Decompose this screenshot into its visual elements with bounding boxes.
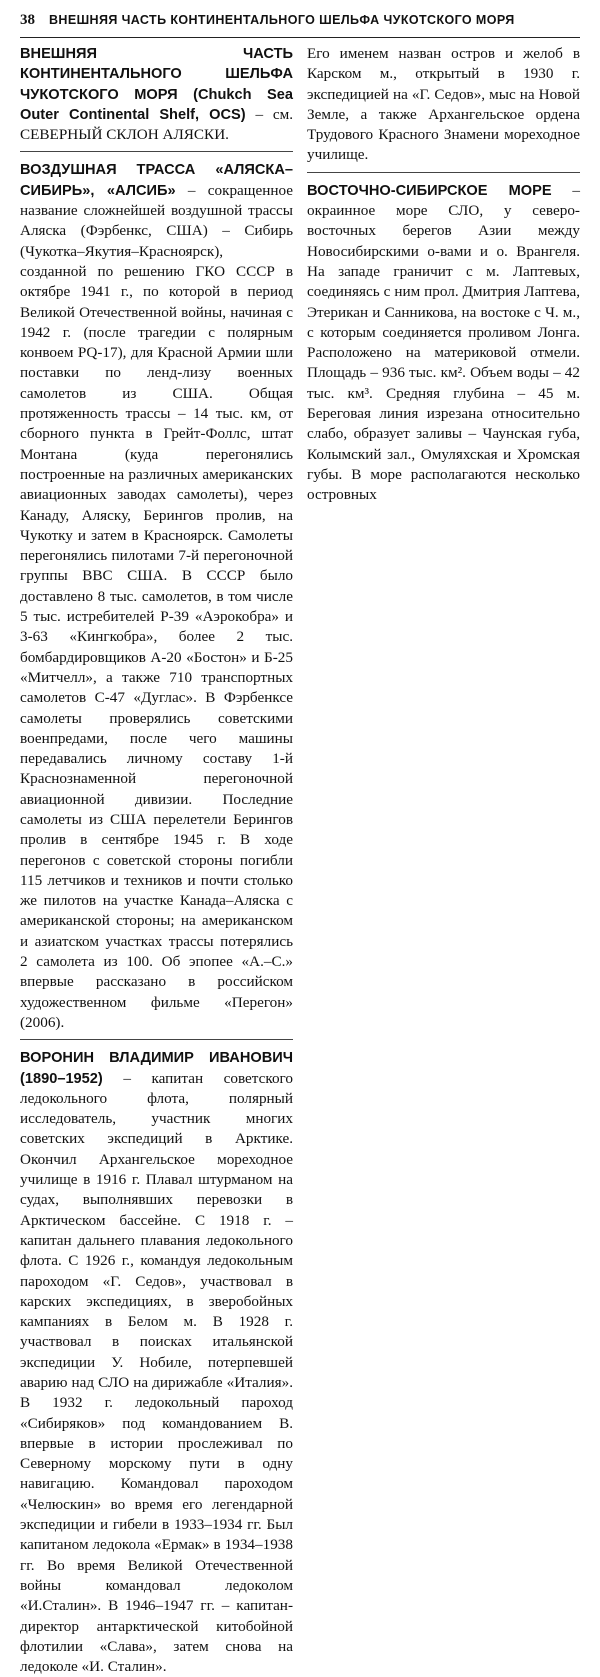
entry-heading: ВОРОНИН ВЛАДИМИР ИВАНОВИЧ (1890–1952) <box>20 1050 293 1087</box>
right-column <box>307 44 580 944</box>
entry-divider <box>20 151 293 152</box>
left-column <box>20 44 293 1676</box>
page-number: 38 <box>20 12 35 28</box>
running-header <box>20 12 580 38</box>
entry-body: – капитан советского ледокольного флота, полярный исследователь, участник многих советских экспедиций в Арктике. Окончил Архангельское мореходное училище в 1916 г. Плавал штурманом на судах, выполнявших перевозки в Арктическом бассейне. С 1918 г. – капитан дальнего плавания ледокольного флота. С 1926 г., командуя ледокольным пароходом «Г. Седов», участвовал в карских экспедициях, в зверобойных кампаниях в Белом м. В 1928 г. участвовал в поисках итальянской экспедиции У. Нобиле, потерпевшей аварию над СЛО на дирижабле «Италия». В 1932 г. ледокольный пароход «Сибиряков» под командованием В. впервые в истории прослеживал по Северному морскому пути в одну навигацию. Командовал пароходом «Челюскин» во время его легендарной экспедиции и гибели в 1933–1934 гг. Был капитаном ледокола «Ермак» в 1934–1938 гг. Во время Великой Отечественной войны командовал ледоколом «И.Сталин». В 1946–1947 гг. – капитан-директор антарктической китобойной флотилии «Слава», затем снова на ледоколе «И. Сталин». <box>20 1069 293 1676</box>
running-title: ВНЕШНЯЯ ЧАСТЬ КОНТИНЕНТАЛЬНОГО ШЕЛЬФА ЧУКОТСКОГО МОРЯ <box>49 13 515 27</box>
entry-alsib <box>20 160 293 1033</box>
entry-divider <box>307 172 580 173</box>
entry-heading: ВНЕШНЯЯ ЧАСТЬ КОНТИНЕНТАЛЬНОГО ШЕЛЬФА ЧУКОТСКОГО МОРЯ (Chukch Sea Outer Continental Shelf, OCS) <box>20 46 293 123</box>
entry-heading: ВОЗДУШНАЯ ТРАССА «АЛЯСКА–СИБИРЬ», «АЛСИБ» <box>20 162 293 199</box>
entry-body: – см. СЕВЕРНЫЙ СКЛОН АЛЯСКИ. <box>20 105 293 144</box>
entry-outer-shelf <box>20 44 293 145</box>
entry-body-continued: Его именем назван остров и желоб в Карском м., открытый в 1930 г. экспедицией на «Г. Седов», мыс на Новой Земле, а также Архангельское ордена Трудового Красного Знамени мореходное училище. <box>307 45 580 164</box>
text-columns <box>20 44 580 1676</box>
entry-voronin-continued <box>307 44 580 166</box>
entry-body: – окраинное море СЛО, у северо-восточных берегов Азии между Новосибирскими о-вами и о. Врангеля. На западе граничит с м. Лаптевых, соединяясь с ним прол. Дмитрия Лаптева, Этерикан и Санникова, на востоке с Ч. м., с которым соединяется проливом Лонга. Расположено на материковой отмели. Площадь – 936 тыс. км². Объем воды – 42 тыс. км³. Средняя глубина – 45 м. Береговая линия изрезана относительно слабо, образует заливы – Чаунская губа, Колымский зал., Омуляхская и Хромская губы. В море располагаются несколько островных <box>307 181 580 504</box>
entry-divider <box>20 1039 293 1040</box>
entry-body: – сокращенное название сложнейшей воздушной трассы Аляска (Фэрбенкс, США) – Сибирь (Чукотка–Якутия–Красноярск), созданной по решению ГКО СССР в октябре 1941 г., по которой в период Великой Отечественной войны, начиная с 1942 г. (после трагедии с полярным конвоем PQ-17), для Красной Армии шли поставки по ленд-лизу военных самолетов из США. Общая протяженность трассы – 14 тыс. км, от сборного пункта в Грейт-Фоллс, штат Монтана (куда перегонялись построенные на различных американских авиационных заводах самолеты), через Канаду, Аляску, Берингов пролив, на Чукотку и затем в Красноярск. Самолеты перегонялись пилотами 7-й перегоночной группы ВВС США. В СССР было доставлено 8 тыс. самолетов, в том числе 5 тыс. истребителей Р-39 «Аэрокобра» и 3-63 «Кингкобра», более 2 тыс. бомбардировщиков А-20 «Бостон» и Б-25 «Митчелл», а также 710 транспортных самолетов С-47 «Дуглас». В Фэрбенксе самолеты проверялись советскими военпредами, после чего машины передавались личному составу 1-й Краснознаменной перегоночной авиационной дивизии. Последние самолеты из США перелетели Берингов пролив в сентябре 1945 г. В ходе перегонов с советской стороны погибли 115 летчиков и техников и почти столько же пилотов на участке Канада–Аляска с американской стороны; на американском и азиатском участках трассы потерялись 2 самолета из 100. Об эпопее «А.–С.» впервые рассказано в российском художественном фильме «Перегон» (2006). <box>20 181 293 1031</box>
entry-voronin <box>20 1048 293 1677</box>
entry-east-siberian-sea <box>307 181 580 506</box>
entry-heading: ВОСТОЧНО-СИБИРСКОЕ МОРЕ <box>307 182 552 199</box>
